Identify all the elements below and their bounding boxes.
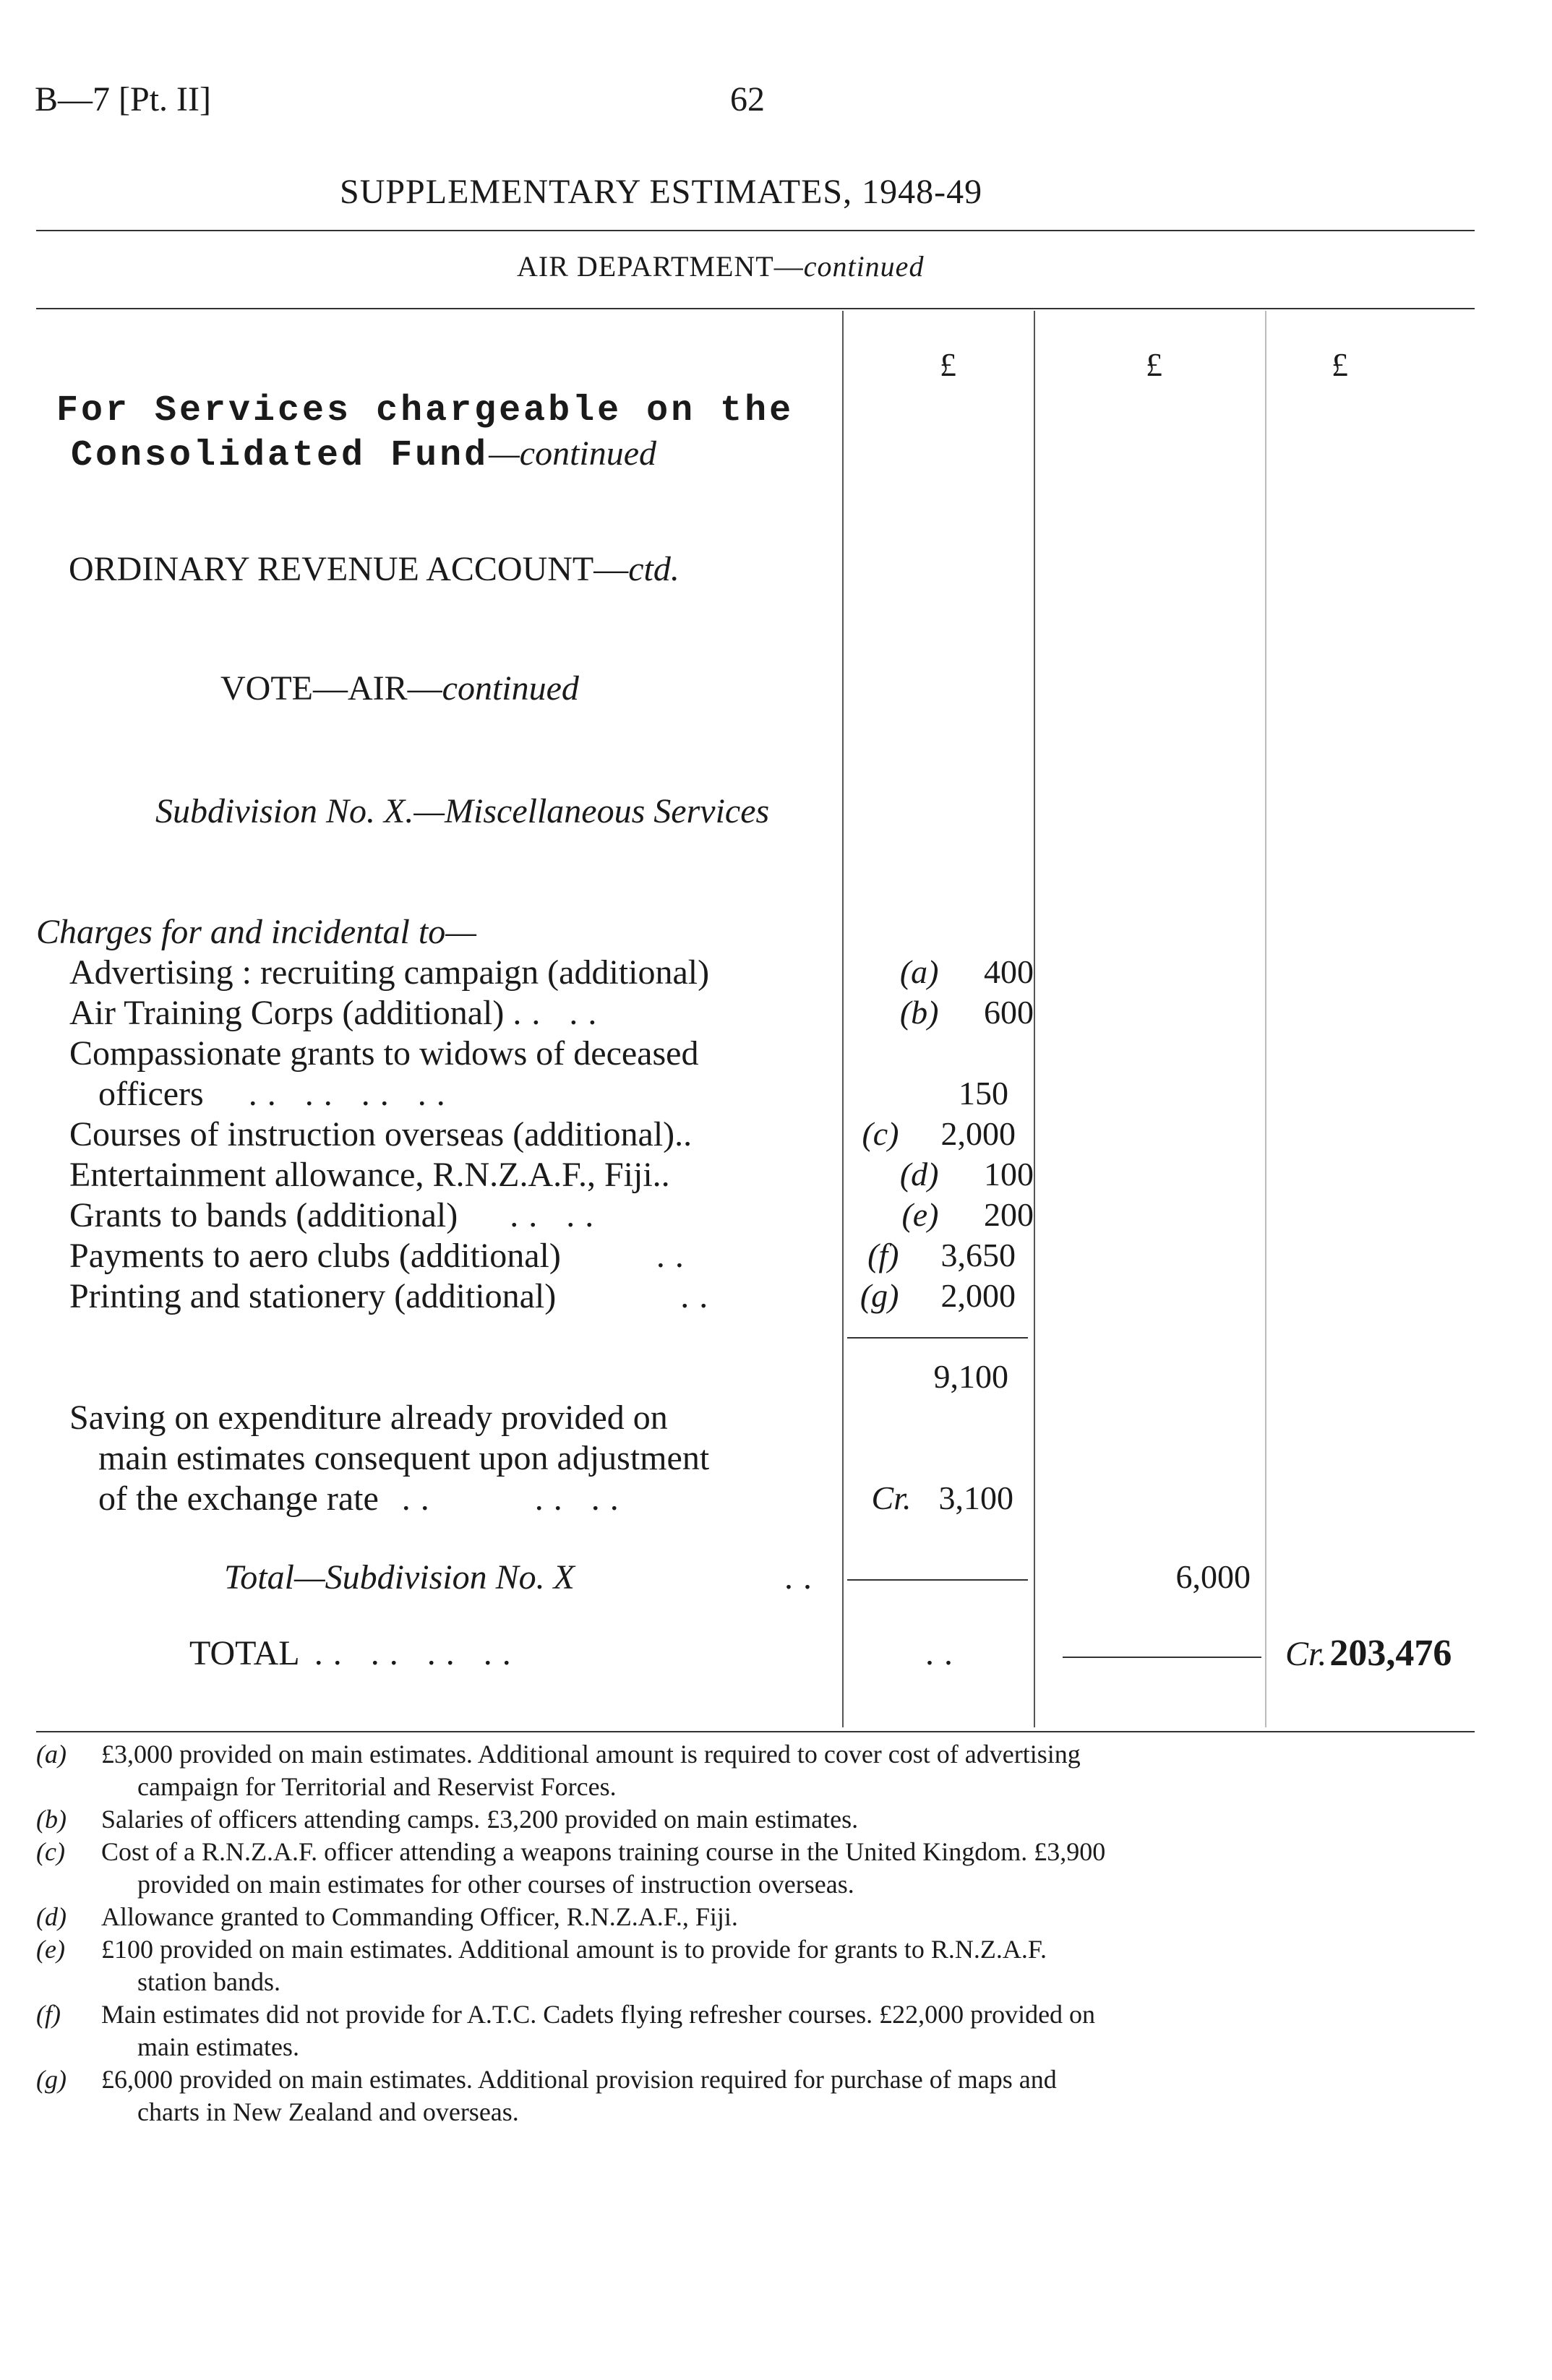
subtotal-rule [847,1337,1028,1339]
saving-line2: main estimates consequent upon adjustment [98,1439,710,1477]
table-top-rule [36,308,1475,309]
services-heading-line1: For Services chargeable on the [56,390,794,431]
saving-line3: of the exchange rate .. .. .. [98,1479,629,1518]
item-description: Courses of instruction overseas (additional).. [69,1115,693,1154]
item-amount: (c) 2,000 [862,1115,1016,1152]
subtotal-amount: 9,100 [933,1358,1008,1395]
footnote: (d) Allowance granted to Commanding Officer, R.N.Z.A.F., Fiji. [36,1902,738,1931]
item-description: Compassionate grants to widows of deceased [69,1034,699,1073]
services-continued: —continued [489,434,657,473]
item-amount: (e) 200 [901,1196,1034,1233]
item-description: Payments to aero clubs (additional) .. [69,1237,694,1275]
saving-line1: Saving on expenditure already provided on [69,1399,668,1437]
page-number: 62 [730,80,765,119]
footnote: (f) Main estimates did not provide for A.T.C. Cadets flying refresher courses. £22,000 provided on main estimates. [36,2000,1096,2061]
account-heading [69,549,679,589]
total-subdivision-amount: 6,000 [1175,1558,1251,1595]
item-description: Grants to bands (additional) .. .. [69,1196,604,1234]
consolidated-fund: Consolidated Fund [71,435,489,476]
footnote: (c) Cost of a R.N.Z.A.F. officer attending a weapons training course in the United Kingdom. £3,900 provided on main estimates for other courses of instruction overseas. [36,1837,1106,1899]
subdivision-title: Miscellaneous Services [445,792,770,830]
footnote: (b) Salaries of officers attending camps. £3,200 provided on main estimates. [36,1805,859,1834]
vote-continued: continued [442,669,579,708]
page-title: SUPPLEMENTARY ESTIMATES, 1948-49 [340,173,983,211]
title-rule [36,230,1475,231]
item-amount: (d) 100 [899,1156,1034,1193]
account-main: ORDINARY REVENUE ACCOUNT— [69,550,629,588]
grand-total-rule [1063,1657,1261,1658]
grand-total-label: TOTAL .. .. .. .. [189,1634,521,1672]
page-reference: B—7 [Pt. II] [35,80,211,119]
item-amount: 150 [959,1075,1008,1112]
vote-heading [220,669,579,708]
pound-header-2: £ [1146,346,1162,383]
subdivision-label: Subdivision No. X.— [155,792,445,830]
charges-heading: Charges for and incidental to— [36,913,476,951]
saving-amount: Cr. 3,100 [871,1479,1013,1516]
item-amount: (b) 600 [899,994,1034,1031]
item-description: Printing and stationery (additional) .. [69,1277,719,1315]
item-amount: (f) 3,650 [867,1237,1016,1273]
pound-header-3: £ [1332,346,1348,383]
subdivision-heading [155,791,769,831]
total-subdivision-label: Total—Subdivision No. X [224,1558,575,1597]
item-description: officers .. .. .. .. [98,1075,455,1113]
grand-total-dots: .. [925,1634,963,1672]
footnote: (a) £3,000 provided on main estimates. Additional amount is required to cover cost of advertising campaign for Territorial and Reservist Forces. [36,1740,1081,1801]
total-subdivision-rule [847,1579,1028,1581]
column-divider-1 [842,311,844,1727]
department-heading [517,249,924,283]
column-divider-3 [1265,311,1266,1727]
department-continued: continued [803,250,925,283]
column-divider-2 [1034,311,1035,1727]
item-description: Entertainment allowance, R.N.Z.A.F., Fiji.. [69,1156,670,1194]
item-amount: (a) 400 [899,953,1034,990]
item-description: Advertising : recruiting campaign (additional) [69,953,710,992]
services-heading-line2 [71,434,656,476]
pound-header-1: £ [940,346,956,383]
total-subdivision-dots: .. [784,1558,822,1597]
item-description: Air Training Corps (additional) .. .. [69,994,607,1032]
grand-total-amount: Cr. 203,476 [1285,1633,1452,1674]
item-amount: (g) 2,000 [859,1277,1016,1314]
footnote: (e) £100 provided on main estimates. Additional amount is to provide for grants to R.N.Z.A.F. station bands. [36,1935,1047,1996]
footnotes-rule [36,1731,1475,1732]
footnote: (g) £6,000 provided on main estimates. Additional provision required for purchase of maps and charts in New Zealand and overseas. [36,2065,1057,2126]
account-continued: ctd. [628,550,679,588]
department-main: AIR DEPARTMENT— [517,250,804,283]
vote-main: VOTE—AIR— [220,669,442,708]
